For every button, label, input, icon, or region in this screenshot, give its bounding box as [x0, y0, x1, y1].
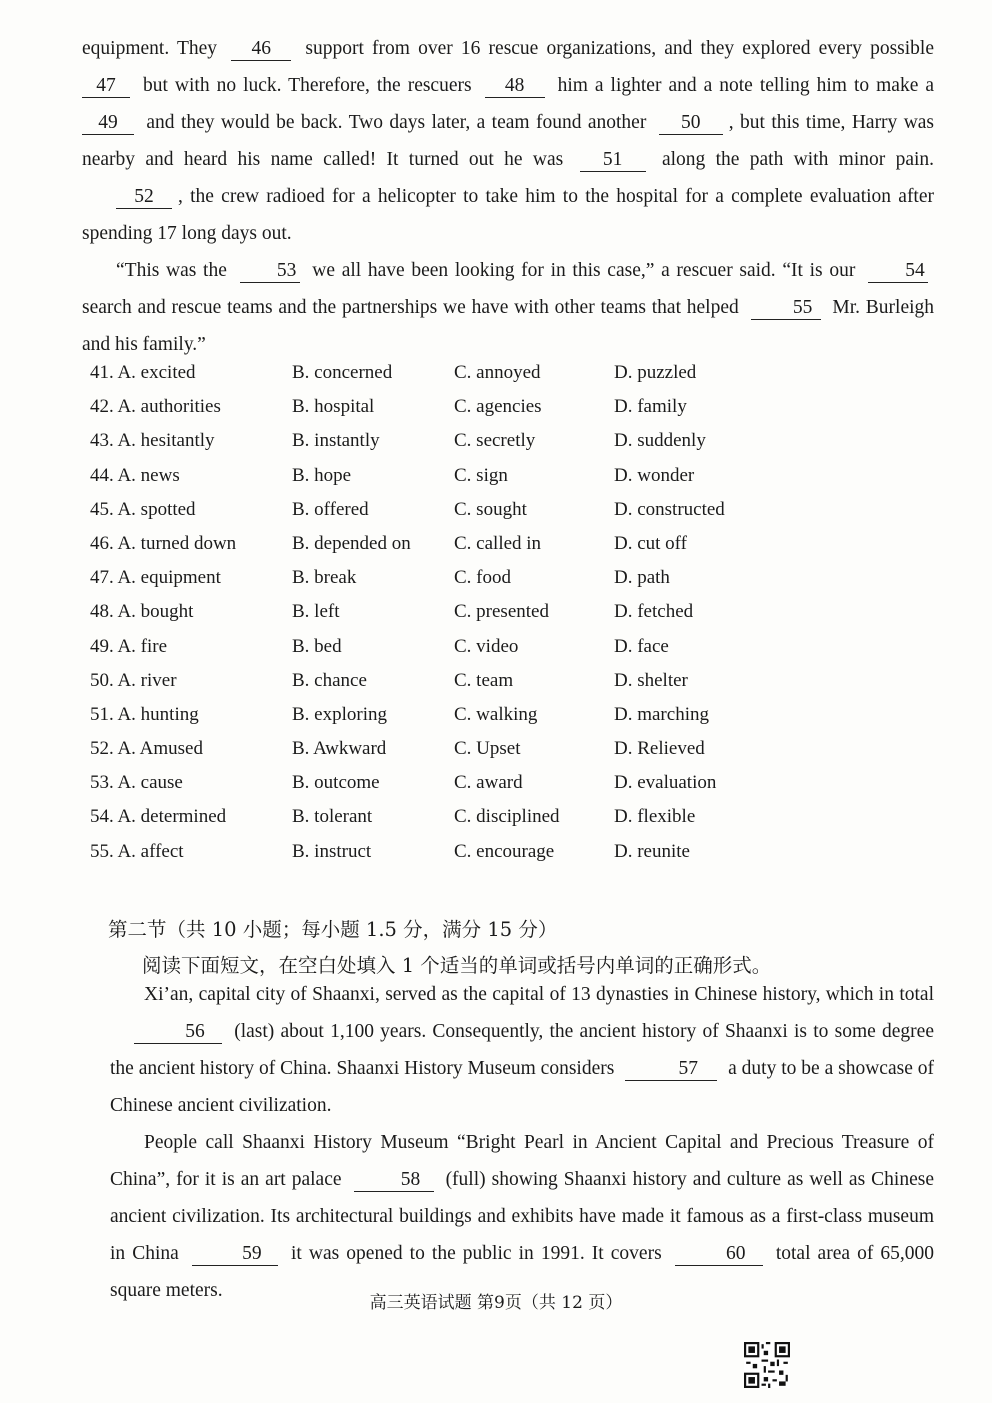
blank-51: 51 [580, 149, 646, 172]
option-a: 52. A. Amused [90, 738, 203, 760]
passage-text: him a lighter and a note telling him to make a [557, 75, 934, 96]
option-b: B. instruct [292, 840, 372, 862]
option-a: 48. A. bought [90, 601, 194, 623]
question-row-52 [90, 738, 790, 772]
passage-text: we all have been looking for in this case,” a rescuer said. “It is our [312, 260, 856, 281]
option-b: B. outcome [292, 772, 380, 794]
passage-text: (full) showing Shaanxi history and culture as well as Chinese ancient civilization. Its architectural buildings and exhibits have made it famous as a first-class museum in China [110, 1169, 935, 1264]
option-d: D. cut off [614, 532, 687, 554]
question-row-41 [90, 362, 790, 396]
question-row-50 [90, 670, 790, 704]
passage-text: Xi’an, capital city of Shaanxi, served as the capital of 13 dynasties in Chinese history, which in total [144, 984, 934, 1005]
option-b: B. break [292, 567, 357, 589]
grammar-passage-paragraph-2 [110, 1124, 934, 1309]
blank-58: 58 [354, 1169, 434, 1192]
option-d: D. puzzled [614, 362, 697, 383]
option-c: C. secretly [454, 430, 536, 452]
option-d: D. family [614, 396, 687, 418]
blank-49: 49 [82, 112, 134, 135]
passage-text: total area of 65,000 square meters. [110, 1243, 935, 1301]
blank-56: 56 [134, 1021, 222, 1044]
blank-46: 46 [231, 38, 291, 61]
cloze-passage-paragraph-2 [82, 252, 934, 363]
option-d: D. flexible [614, 806, 696, 828]
passage-text: People call Shaanxi History Museum “Bright Pearl in Ancient Capital and Precious Treasure of China”, for it is an art palace [110, 1132, 934, 1190]
option-a: 54. A. determined [90, 806, 227, 828]
option-b: B. hope [292, 464, 352, 486]
option-b: B. Awkward [292, 738, 387, 760]
option-b: B. bed [292, 635, 342, 657]
question-row-47 [90, 567, 790, 601]
question-row-55 [90, 841, 790, 875]
blank-52: 52 [116, 186, 172, 209]
option-a: 43. A. hesitantly [90, 430, 215, 452]
question-row-46 [90, 533, 790, 567]
passage-text: equipment. They [82, 38, 218, 59]
option-a: 41. A. excited [90, 362, 196, 383]
grammar-passage-paragraph-1 [110, 976, 934, 1124]
option-d: D. constructed [614, 498, 725, 520]
option-c: C. Upset [454, 738, 521, 760]
option-b: B. depended on [292, 532, 411, 554]
option-d: D. face [614, 635, 669, 657]
blank-54: 54 [868, 260, 928, 283]
section-instruction: 阅读下面短文，在空白处填入 1 个适当的单词或括号内单词的正确形式。 [142, 954, 772, 977]
option-c: C. disciplined [454, 806, 560, 828]
passage-text: , but this time, Harry was nearby and heard his name called! It turned out he was [82, 112, 935, 170]
answer-options [90, 362, 790, 875]
option-b: B. left [292, 601, 340, 623]
option-d: D. marching [614, 703, 709, 725]
question-row-53 [90, 772, 790, 806]
blank-48: 48 [485, 75, 545, 98]
passage-text: it was opened to the public in 1991. It covers [290, 1243, 662, 1264]
option-d: D. fetched [614, 601, 694, 623]
option-d: D. evaluation [614, 772, 717, 794]
option-a: 44. A. news [90, 464, 180, 486]
option-c: C. team [454, 669, 514, 691]
passage-text: but with no luck. Therefore, the rescuers [143, 75, 472, 96]
passage-text: and they would be back. Two days later, a team found another [146, 112, 647, 133]
option-d: D. path [614, 567, 670, 589]
option-c: C. agencies [454, 396, 542, 418]
passage-text: along the path with minor pain. [661, 149, 935, 170]
option-c: C. presented [454, 601, 549, 623]
option-a: 51. A. hunting [90, 703, 199, 725]
option-c: C. encourage [454, 840, 555, 862]
option-d: D. suddenly [614, 430, 706, 452]
option-c: C. sign [454, 464, 508, 486]
question-row-49 [90, 636, 790, 670]
option-d: D. Relieved [614, 738, 705, 760]
option-a: 47. A. equipment [90, 567, 221, 589]
question-row-45 [90, 499, 790, 533]
option-a: 46. A. turned down [90, 532, 237, 554]
option-a: 50. A. river [90, 669, 177, 691]
page-footer: 高三英语试题 第9页（共 12 页） [369, 1293, 623, 1313]
option-a: 55. A. affect [90, 840, 184, 862]
option-b: B. exploring [292, 703, 387, 725]
cloze-passage-paragraph-1 [82, 30, 934, 252]
option-a: 42. A. authorities [90, 396, 221, 418]
option-c: C. food [454, 567, 511, 589]
qr-code-icon [744, 1342, 790, 1388]
question-row-42 [90, 396, 790, 430]
option-c: C. video [454, 635, 519, 657]
option-b: B. chance [292, 669, 367, 691]
question-row-43 [90, 430, 790, 464]
option-b: B. hospital [292, 396, 375, 418]
section-heading: 第二节（共 10 小题；每小题 1.5 分，满分 15 分） [108, 918, 558, 941]
blank-55: 55 [751, 297, 821, 320]
option-d: D. shelter [614, 669, 688, 691]
blank-57: 57 [625, 1058, 717, 1081]
option-c: C. award [454, 772, 523, 794]
option-c: C. called in [454, 532, 542, 554]
question-row-48 [90, 601, 790, 635]
option-d: D. reunite [614, 840, 690, 862]
option-b: B. concerned [292, 362, 393, 383]
option-b: B. tolerant [292, 806, 373, 828]
option-a: 49. A. fire [90, 635, 168, 657]
question-row-51 [90, 704, 790, 738]
option-a: 53. A. cause [90, 772, 183, 794]
option-d: D. wonder [614, 464, 695, 486]
option-c: C. sought [454, 498, 527, 520]
blank-53: 53 [240, 260, 300, 283]
option-c: C. annoyed [454, 362, 541, 383]
option-c: C. walking [454, 703, 538, 725]
option-b: B. instantly [292, 430, 380, 452]
option-b: B. offered [292, 498, 369, 520]
question-row-44 [90, 465, 790, 499]
passage-text: search and rescue teams and the partnerships we have with other teams that helped [82, 297, 739, 318]
passage-text: , the crew radioed for a helicopter to take him to the hospital for a complete evaluation after spending 17 long days out. [82, 186, 934, 244]
passage-text: (last) about 1,100 years. Consequently, the ancient history of Shaanxi is to some degree the ancient history of China. Shaanxi History Museum considers [110, 1021, 934, 1079]
passage-text: Mr. Burleigh and his family.” [82, 297, 935, 355]
passage-text: support from over 16 rescue organizations, and they explored every possible [305, 38, 934, 59]
question-row-54 [90, 806, 790, 840]
option-a: 45. A. spotted [90, 498, 196, 520]
passage-text: “This was the [116, 260, 227, 281]
blank-59: 59 [192, 1243, 278, 1266]
blank-47: 47 [82, 75, 130, 98]
blank-50: 50 [659, 112, 723, 135]
passage-text: a duty to be a showcase of Chinese ancient civilization. [110, 1058, 934, 1116]
blank-60: 60 [675, 1243, 763, 1266]
